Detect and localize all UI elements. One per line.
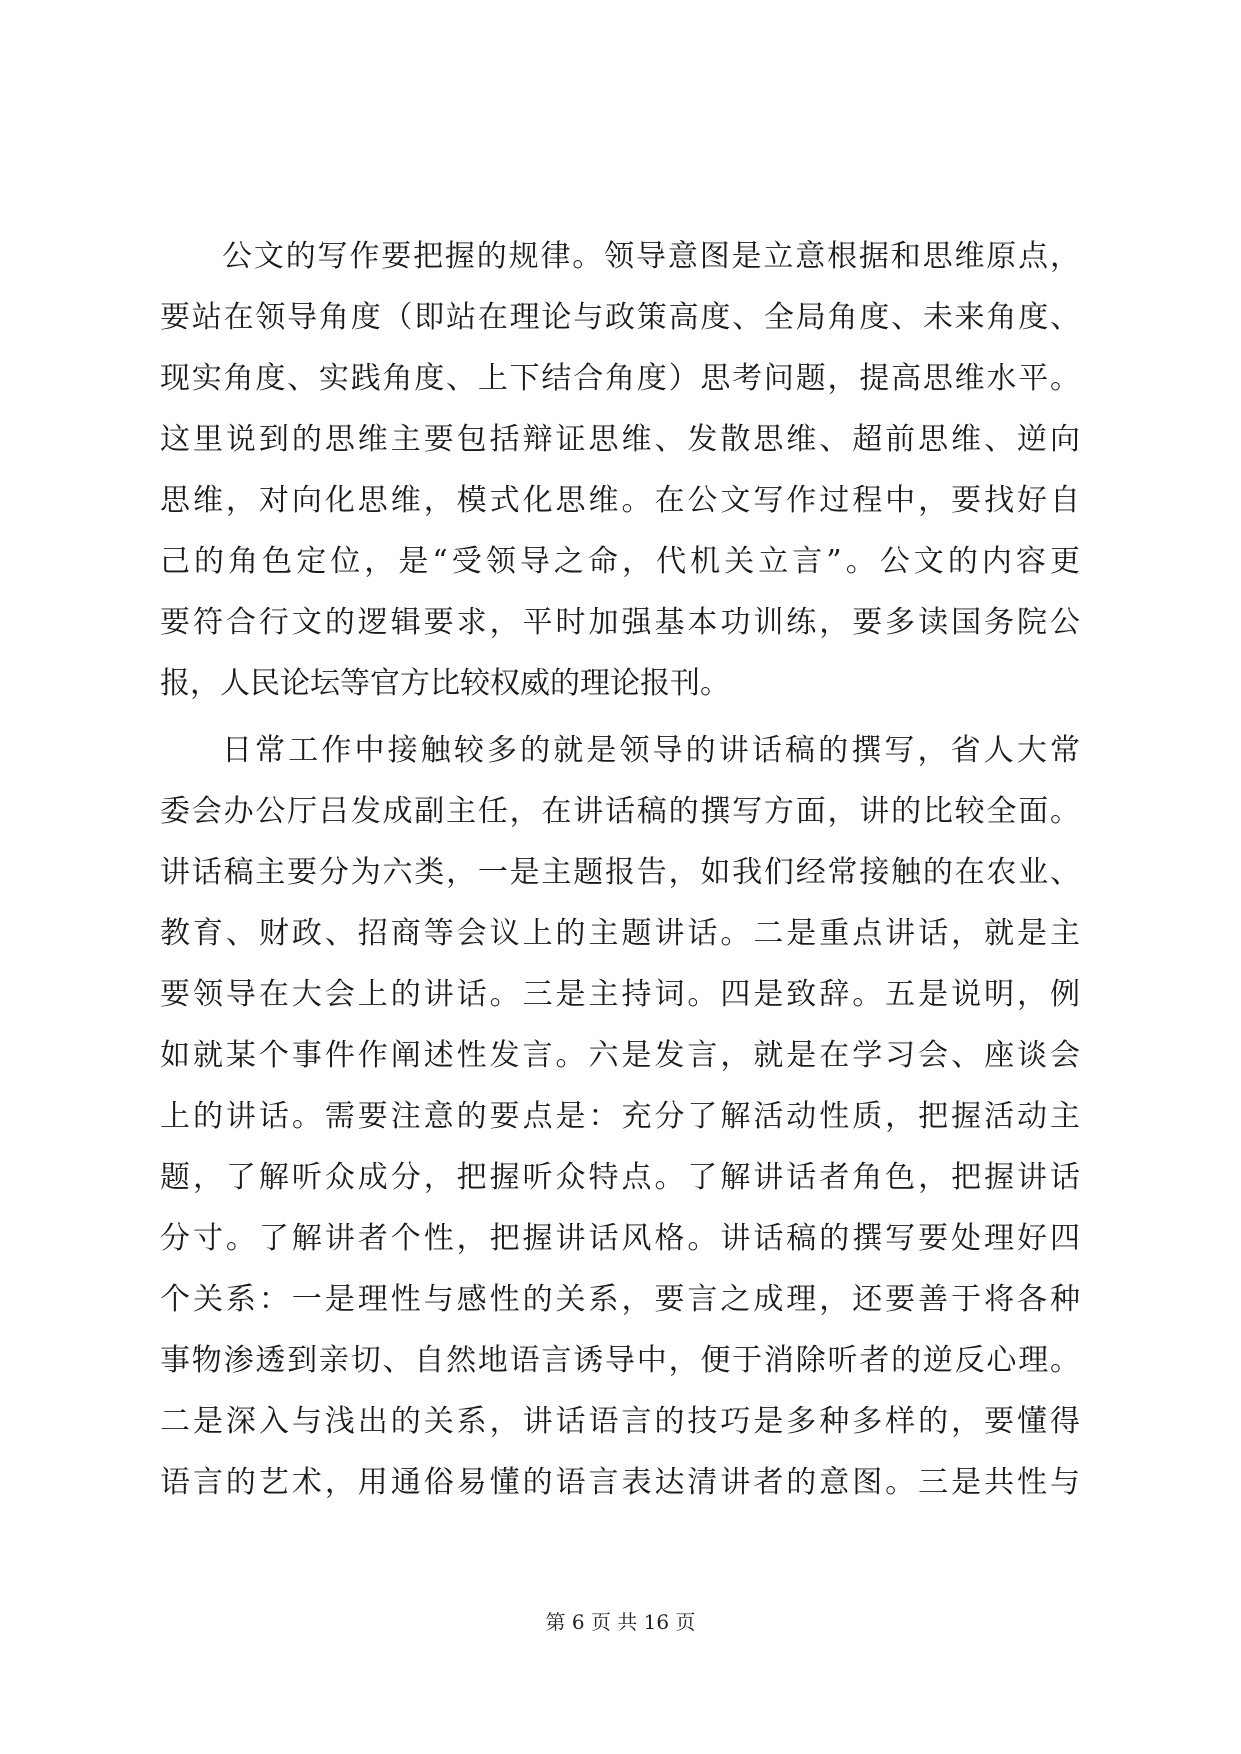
text-line: 讲话稿主要分为六类，一是主题报告，如我们经常接触的在农业、 (160, 855, 1080, 890)
text-line: 教育、财政、招商等会议上的主题讲话。二是重点讲话，就是主 (160, 916, 1080, 951)
text-line: 上的讲话。需要注意的要点是：充分了解活动性质，把握活动主 (160, 1099, 1080, 1134)
text-line: 现实角度、实践角度、上下结合角度）思考问题，提高思维水平。 (160, 361, 1080, 396)
text-line: 题，了解听众成分，把握听众特点。了解讲话者角色，把握讲话 (160, 1160, 1080, 1195)
body-text (160, 226, 1080, 1513)
text-line: 事物渗透到亲切、自然地语言诱导中，便于消除听者的逆反心理。 (160, 1343, 1080, 1378)
text-line: 己的角色定位，是“受领导之命，代机关立言”。公文的内容更 (160, 544, 1080, 579)
text-line: 委会办公厅吕发成副主任，在讲话稿的撰写方面，讲的比较全面。 (160, 794, 1080, 829)
text-line: 日常工作中接触较多的就是领导的讲话稿的撰写，省人大常 (222, 733, 1080, 768)
text-line: 要领导在大会上的讲话。三是主持词。四是致辞。五是说明，例 (160, 977, 1080, 1012)
text-line: 报，人民论坛等官方比较权威的理论报刊。 (160, 666, 730, 701)
text-line: 公文的写作要把握的规律。领导意图是立意根据和思维原点， (222, 239, 1080, 274)
text-line: 个关系：一是理性与感性的关系，要言之成理，还要善于将各种 (160, 1282, 1080, 1317)
text-line: 分寸。了解讲者个性，把握讲话风格。讲话稿的撰写要处理好四 (160, 1221, 1080, 1256)
text-line: 要符合行文的逻辑要求，平时加强基本功训练，要多读国务院公 (160, 605, 1080, 640)
paragraph (160, 720, 1080, 1513)
text-line: 这里说到的思维主要包括辩证思维、发散思维、超前思维、逆向 (160, 422, 1080, 457)
paragraph (160, 226, 1080, 714)
text-line: 思维，对向化思维，模式化思维。在公文写作过程中，要找好自 (160, 483, 1080, 518)
page-number-footer: 第 6 页 共 16 页 (545, 1610, 696, 1634)
text-line: 语言的艺术，用通俗易懂的语言表达清讲者的意图。三是共性与 (160, 1465, 1080, 1500)
text-line: 二是深入与浅出的关系，讲话语言的技巧是多种多样的，要懂得 (160, 1404, 1080, 1439)
text-line: 如就某个事件作阐述性发言。六是发言，就是在学习会、座谈会 (160, 1038, 1080, 1073)
text-line: 要站在领导角度（即站在理论与政策高度、全局角度、未来角度、 (160, 300, 1080, 335)
